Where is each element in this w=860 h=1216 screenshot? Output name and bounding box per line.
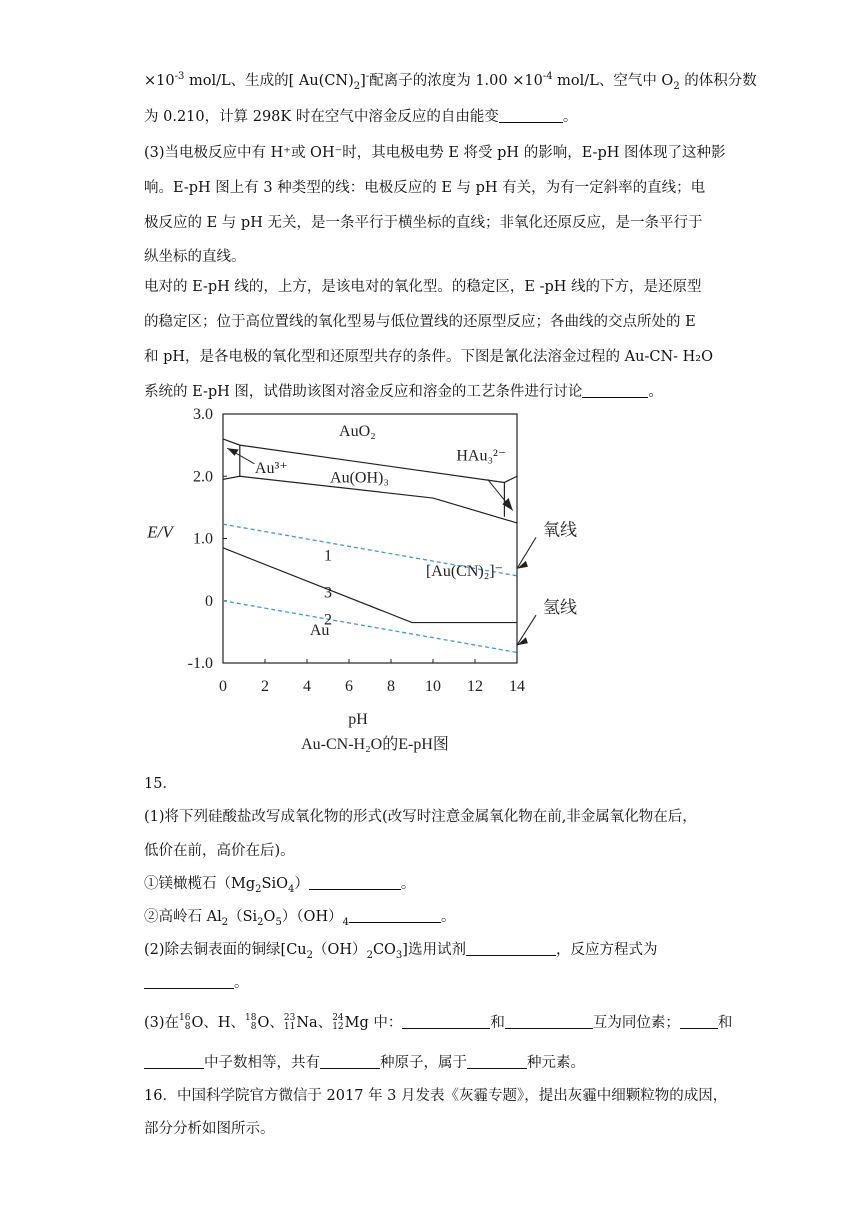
answer-blank[interactable]: [466, 941, 556, 956]
answer-blank[interactable]: [467, 1054, 527, 1069]
annotation-arrowhead: [517, 637, 528, 645]
text-line-10: 系统的 E-pH 图，试借助该图对溶金反应和溶金的工艺条件进行讨论 。: [144, 384, 663, 400]
q15-line-5: (3)在 16 8 O、H、 18 8 O、 23 11 Na、 24 12 Mg 中： 和 互为同位素； 和: [144, 1013, 733, 1032]
q15-line-1: (1)将下列硅酸盐改写成氧化物的形式(改写时注意金属氧化物在前,非金属氧化物在后，: [144, 809, 697, 825]
text-line-2: 为 0.210，计算 298K 时在空气中溶金反应的自由能变 。: [144, 109, 578, 125]
isotope-o16: 16 8: [179, 1013, 191, 1032]
au3-arrowhead: [227, 448, 239, 455]
line-number-label: 2: [324, 611, 332, 629]
answer-blank[interactable]: [680, 1014, 718, 1029]
isotope-o18: 18 8: [245, 1013, 257, 1032]
text-line-8: 的稳定区；位于高位置线的氧化型易与低位置线的还原型反应；各曲线的交点所处的 E: [144, 314, 696, 330]
answer-blank[interactable]: [499, 108, 563, 123]
x-tick-label: 4: [303, 678, 311, 695]
x-tick-label: 8: [387, 678, 395, 695]
answer-blank[interactable]: [582, 383, 648, 398]
q15-line-4: 。: [144, 972, 724, 994]
line-number-label: 1: [324, 547, 332, 565]
x-tick-label: 12: [467, 678, 483, 695]
x-tick-label: 10: [425, 678, 441, 695]
answer-blank[interactable]: [144, 974, 234, 989]
answer-blank[interactable]: [320, 1054, 380, 1069]
region-label: HAu₃²⁻: [456, 447, 507, 465]
region-label: Au: [309, 621, 330, 639]
y-tick-label: -1.0: [187, 655, 213, 672]
text-line-6: 纵坐标的直线。: [144, 249, 246, 265]
q16-line-1: 16．中国科学院官方微信于 2017 年 3 月发表《灰霾专题》，提出灰霾中细颗粒物的成因，: [144, 1088, 728, 1104]
answer-blank[interactable]: [309, 875, 401, 890]
x-tick-label: 2: [261, 678, 269, 695]
series-hau_right: [504, 476, 517, 482]
annotation-label: 氢线: [543, 598, 577, 618]
text-line-5: 极反应的 E 与 pH 无关，是一条平行于横坐标的直线；非氧化还原反应，是一条平行于: [144, 215, 703, 231]
series-au3_upper: [223, 439, 240, 445]
series-line3: [223, 548, 517, 623]
x-axis-label: pH: [348, 711, 368, 728]
q15-line-6: 中子数相等，共有 种原子，属于 种元素。: [144, 1052, 724, 1074]
chart-title: Au-CN-H₂O的E-pH图: [301, 736, 449, 753]
series-hydrogen: [223, 601, 517, 653]
isotope-na23: 23 11: [283, 1013, 296, 1032]
y-tick-label: 1.0: [193, 530, 213, 548]
text-line-1: $\times 10^{-3}$ mol/L、生成的[ $Au(CN)_2]^-$配离子的浓度为 $1.00 \times 10^{-4}$ mol/L、空气中 $O_2$ 的体积分数: [144, 71, 757, 92]
e-ph-chart: [0, 405, 860, 765]
answer-blank[interactable]: [505, 1014, 593, 1029]
y-tick-label: 2.0: [193, 468, 213, 486]
line-number-label: 3: [324, 584, 332, 602]
y-axis-label: E/V: [147, 522, 173, 542]
x-tick-label: 14: [509, 678, 525, 695]
annotation-label: 氧线: [543, 520, 577, 540]
text-line-4: 响。E-pH 图上有 3 种类型的线：电极反应的 E 与 pH 有关，为有一定斜率的直线；电: [144, 180, 706, 196]
region-label: Au(OH)₃: [330, 469, 389, 487]
text-line-3: (3)当电极反应中有 H⁺或 OH⁻时，其电极电势 E 将受 pH 的影响，E-pH 图体现了这种影: [144, 145, 726, 161]
region-label: [Au(CN)₂]⁻: [425, 562, 504, 580]
region-label: Au³⁺: [254, 460, 288, 478]
x-tick-label: 6: [345, 678, 353, 695]
text-line-7: 电对的 E-pH 线的，上方，是该电对的氧化型。的稳定区，E -pH 线的下方，是还原型: [144, 279, 702, 295]
q15-line-2: 低价在前，高价在后)。: [144, 843, 295, 859]
q15-line-3: (2)除去铜表面的铜绿$[Cu_2(OH)_2CO_3]$选用试剂 ，反应方程式为: [144, 942, 658, 961]
q16-line-2: 部分分析如图所示。: [144, 1121, 275, 1137]
q15-item-1: ①镁橄榄石$(Mg_2SiO_4)$ 。: [144, 876, 416, 895]
answer-blank[interactable]: [402, 1014, 490, 1029]
answer-blank[interactable]: [144, 1054, 204, 1069]
y-tick-label: 0: [205, 592, 213, 610]
annotation-arrowhead: [517, 561, 528, 569]
q15-item-2: ②高岭石 $Al_2(Si_2O_5)(OH)_4$ 。: [144, 909, 456, 928]
question-15-number: 15．: [144, 776, 177, 792]
y-tick-label: 3.0: [193, 406, 213, 423]
answer-blank[interactable]: [349, 908, 441, 923]
x-tick-label: 0: [219, 678, 227, 695]
text-line-9: 和 pH，是各电极的氧化型和还原型共存的条件。下图是氰化法溶金过程的 Au-CN- H₂O: [144, 349, 713, 365]
region-label: AuO₂: [339, 422, 376, 440]
isotope-mg24: 24 12: [332, 1013, 344, 1032]
